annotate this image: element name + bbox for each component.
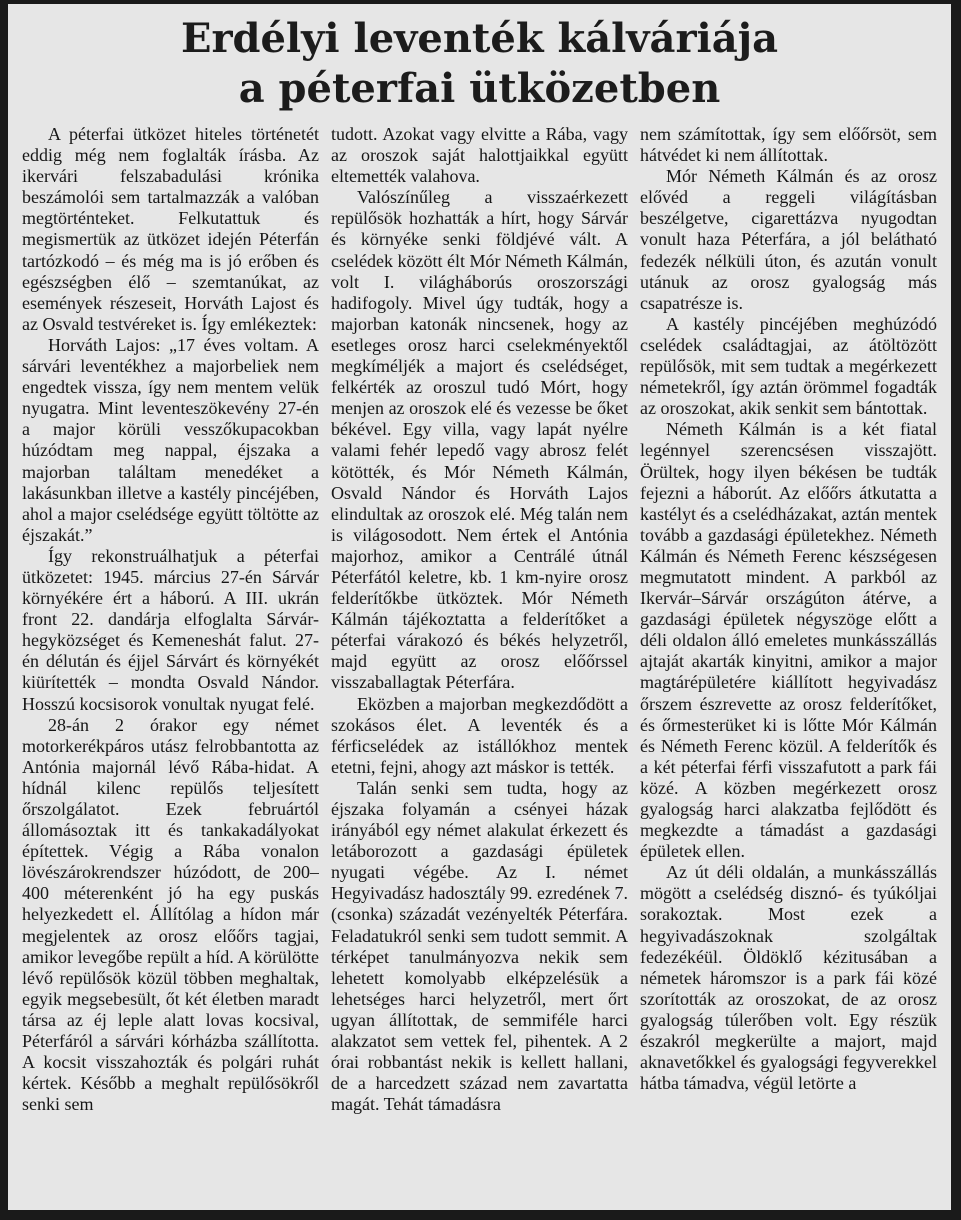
paragraph: Így rekonstruálhatjuk a péterfai ütközetet: 1945. március 27-én Sárvár környékére ért a háború. A III. ukrán front 22. dandárja elfoglalta Sárvár-hegyközséget és Kemeneshát falut. 27-én délután és éjjel Sárvárt és környékét kiürítették – mondta Osvald Nándor. Hosszú kocsisorok vonultak nyugat felé. bbox=[22, 545, 319, 714]
paragraph: Az út déli oldalán, a munkásszállás mögött a cselédség disznó- és tyúkóljai sorakoztak. Most ezek a hegyivadászoknak szolgáltak fedezékéül. Öldöklő kézitusában a németek háromszor is a park fái közé szorították az oroszokat, de az orosz gyalogság túlerőben volt. Egy részük északról megkerülte a majort, majd aknavetőkkel és gyalogsági fegyverekkel hátba támadva, végül letörte a bbox=[640, 862, 937, 1094]
paragraph: Horváth Lajos: „17 éves voltam. A sárvári leventékhez a majorbeliek nem engedtek vissza, így nem mentem velük nyugatra. Mint leventeszökevény 27-én a major körüli vesszőkupacokban húzódtam meg nappal, éjszaka a majorban találtam menedéket a lakásunkban illetve a kastély pincéjében, ahol a major cselédsége együtt töltötte az éjszakát.” bbox=[22, 334, 319, 545]
paragraph: Eközben a majorban megkezdődött a szokásos élet. A leventék és a férficselédek az istállókhoz mentek etetni, fejni, ahogy azt máskor is tették. bbox=[331, 693, 628, 777]
paragraph: nem számítottak, így sem előőrsöt, sem hátvédet ki nem állítottak. bbox=[640, 124, 937, 166]
newspaper-page bbox=[8, 4, 951, 1210]
column-3 bbox=[640, 124, 937, 1202]
title-line-2: a péterfai ütközetben bbox=[238, 65, 721, 112]
paragraph: tudott. Azokat vagy elvitte a Rába, vagy az oroszok saját halottjaikkal együtt eltemették valahova. bbox=[331, 124, 628, 187]
title-line-1: Erdélyi leventék kálváriája bbox=[180, 15, 779, 62]
paragraph: Valószínűleg a visszaérkezett repülősök hozhatták a hírt, hogy Sárvár és környéke senki földjévé vált. A cselédek között élt Mór Németh Kálmán, volt I. világháborús oroszországi hadifogoly. Mivel úgy tudták, hogy a majorban katonák nincsenek, hogy az esetleges orosz harci cselekményektől megkíméljék a majort és cselédséget, felkérték az oroszul tudó Mórt, hogy menjen az oroszok elé és vezesse be őket békével. Egy villa, vagy lapát nyélre valami fehér lepedő vagy abrosz felét kötötték, és Mór Németh Kálmán, Osvald Nándor és Horváth Lajos elindultak az oroszok elé. Még talán nem is világosodott. Nem értek el Antónia majorhoz, amikor a Centrálé útnál Péterfától keletre, kb. 1 km-nyire orosz felderítőkbe ütköztek. Mór Németh Kálmán tájékoztatta a felderítőket a péterfai várakozó és békés helyzetről, majd együtt az orosz előőrssel visszaballagtak Péterfára. bbox=[331, 187, 628, 693]
column-1 bbox=[22, 124, 319, 1202]
article-body bbox=[22, 124, 937, 1202]
paragraph: A kastély pincéjében meghúzódó cselédek családtagjai, az átöltözött repülősök, mit sem tudtak a megérkezett németekről, így aztán örömmel fogadták az oroszokat, akik senkit sem bántottak. bbox=[640, 313, 937, 419]
paragraph: Talán senki sem tudta, hogy az éjszaka folyamán a csényei házak irányából egy német alakulat érkezett és letáborozott a gazdasági épületek nyugati végébe. Az I. német Hegyivadász hadosztály 99. ezredének 7. (csonka) századát vezényelték Péterfára. Feladatukról senki sem tudott semmit. A térképet tanulmányozva nekik sem lehetett komolyabb elképzelésük a lehetséges harci helyzetről, mert őrt ugyan állítottak, de semmiféle harci alakzatot sem vettek fel, pihentek. A 2 órai robbantást nekik is kellett hallani, de a harcedzett század nem zavartatta magát. Tehát támadásra bbox=[331, 777, 628, 1115]
column-2 bbox=[331, 124, 628, 1202]
paragraph: Mór Németh Kálmán és az orosz elővéd a reggeli világításban beszélgetve, cigarettázva nyugodtan vonult haza Péterfára, a jól belátható fedezék nélküli úton, és azután vonult utánuk az orosz gyalogság más csapatrésze is. bbox=[640, 166, 937, 313]
paragraph: A péterfai ütközet hiteles történetét eddig még nem foglalták írásba. Az ikervári felszabadulási krónika beszámolói sem tartalmazzák a valóban megtörténteket. Felkutattuk és megismertük az ütközet idején Péterfán tartózkodó – és még ma is jó erőben és egészségben élő – szemtanúkat, az események részeseit, Horváth Lajost és az Osvald testvéreket is. Így emlékeztek: bbox=[22, 124, 319, 334]
article-title bbox=[8, 14, 951, 114]
paragraph: 28-án 2 órakor egy német motorkerékpáros utász felrobbantotta az Antónia majornál lévő Rába-hidat. A hídnál kilenc repülős teljesített őrszolgálatot. Ezek februártól állomásoztak itt és tankakadályokat építettek. Végig a Rába vonalon lövészárokrendszer húzódott, de 200–400 méterenként jó ha egy puskás helyezkedett el. Állítólag a hídon már megjelentek az orosz előőrs tagjai, amikor levegőbe repült a híd. A körülötte lévő repülősök közül többen meghaltak, egyik megsebesült, őt két életben maradt társa az éj leple alatt lovas kocsival, Péterfáról a sárvári kórházba szállította. A kocsit visszahozták és polgári ruhát kértek. Később a meghalt repülősökről senki sem bbox=[22, 714, 319, 1115]
paragraph: Németh Kálmán is a két fiatal legénnyel szerencsésen visszajött. Örültek, hogy ilyen békésen be tudták fejezni a háborút. Az előőrs átkutatta a kastélyt és a cselédházakat, aztán mentek tovább a gazdasági épületekhez. Németh Kálmán és Németh Ferenc készségesen megmutatott mindent. A parkból az Ikervár–Sárvár országúton átérve, a gazdasági épületek négyszöge előtt a déli oldalon álló emeletes munkásszállás ajtaját akarták kinyitni, amikor a major magtárépületére kiállított hegyivadász őrszem észrevette az orosz felderítőket, és őrmesterüket ki is lőtte Mór Kálmán és Németh Ferenc közül. A felderítők és a két péterfai férfi visszafutott a park fái közé. A közben megérkezett orosz gyalogság harci alakzatba fejlődött és megkezdte a támadást a gazdasági épületek ellen. bbox=[640, 419, 937, 862]
